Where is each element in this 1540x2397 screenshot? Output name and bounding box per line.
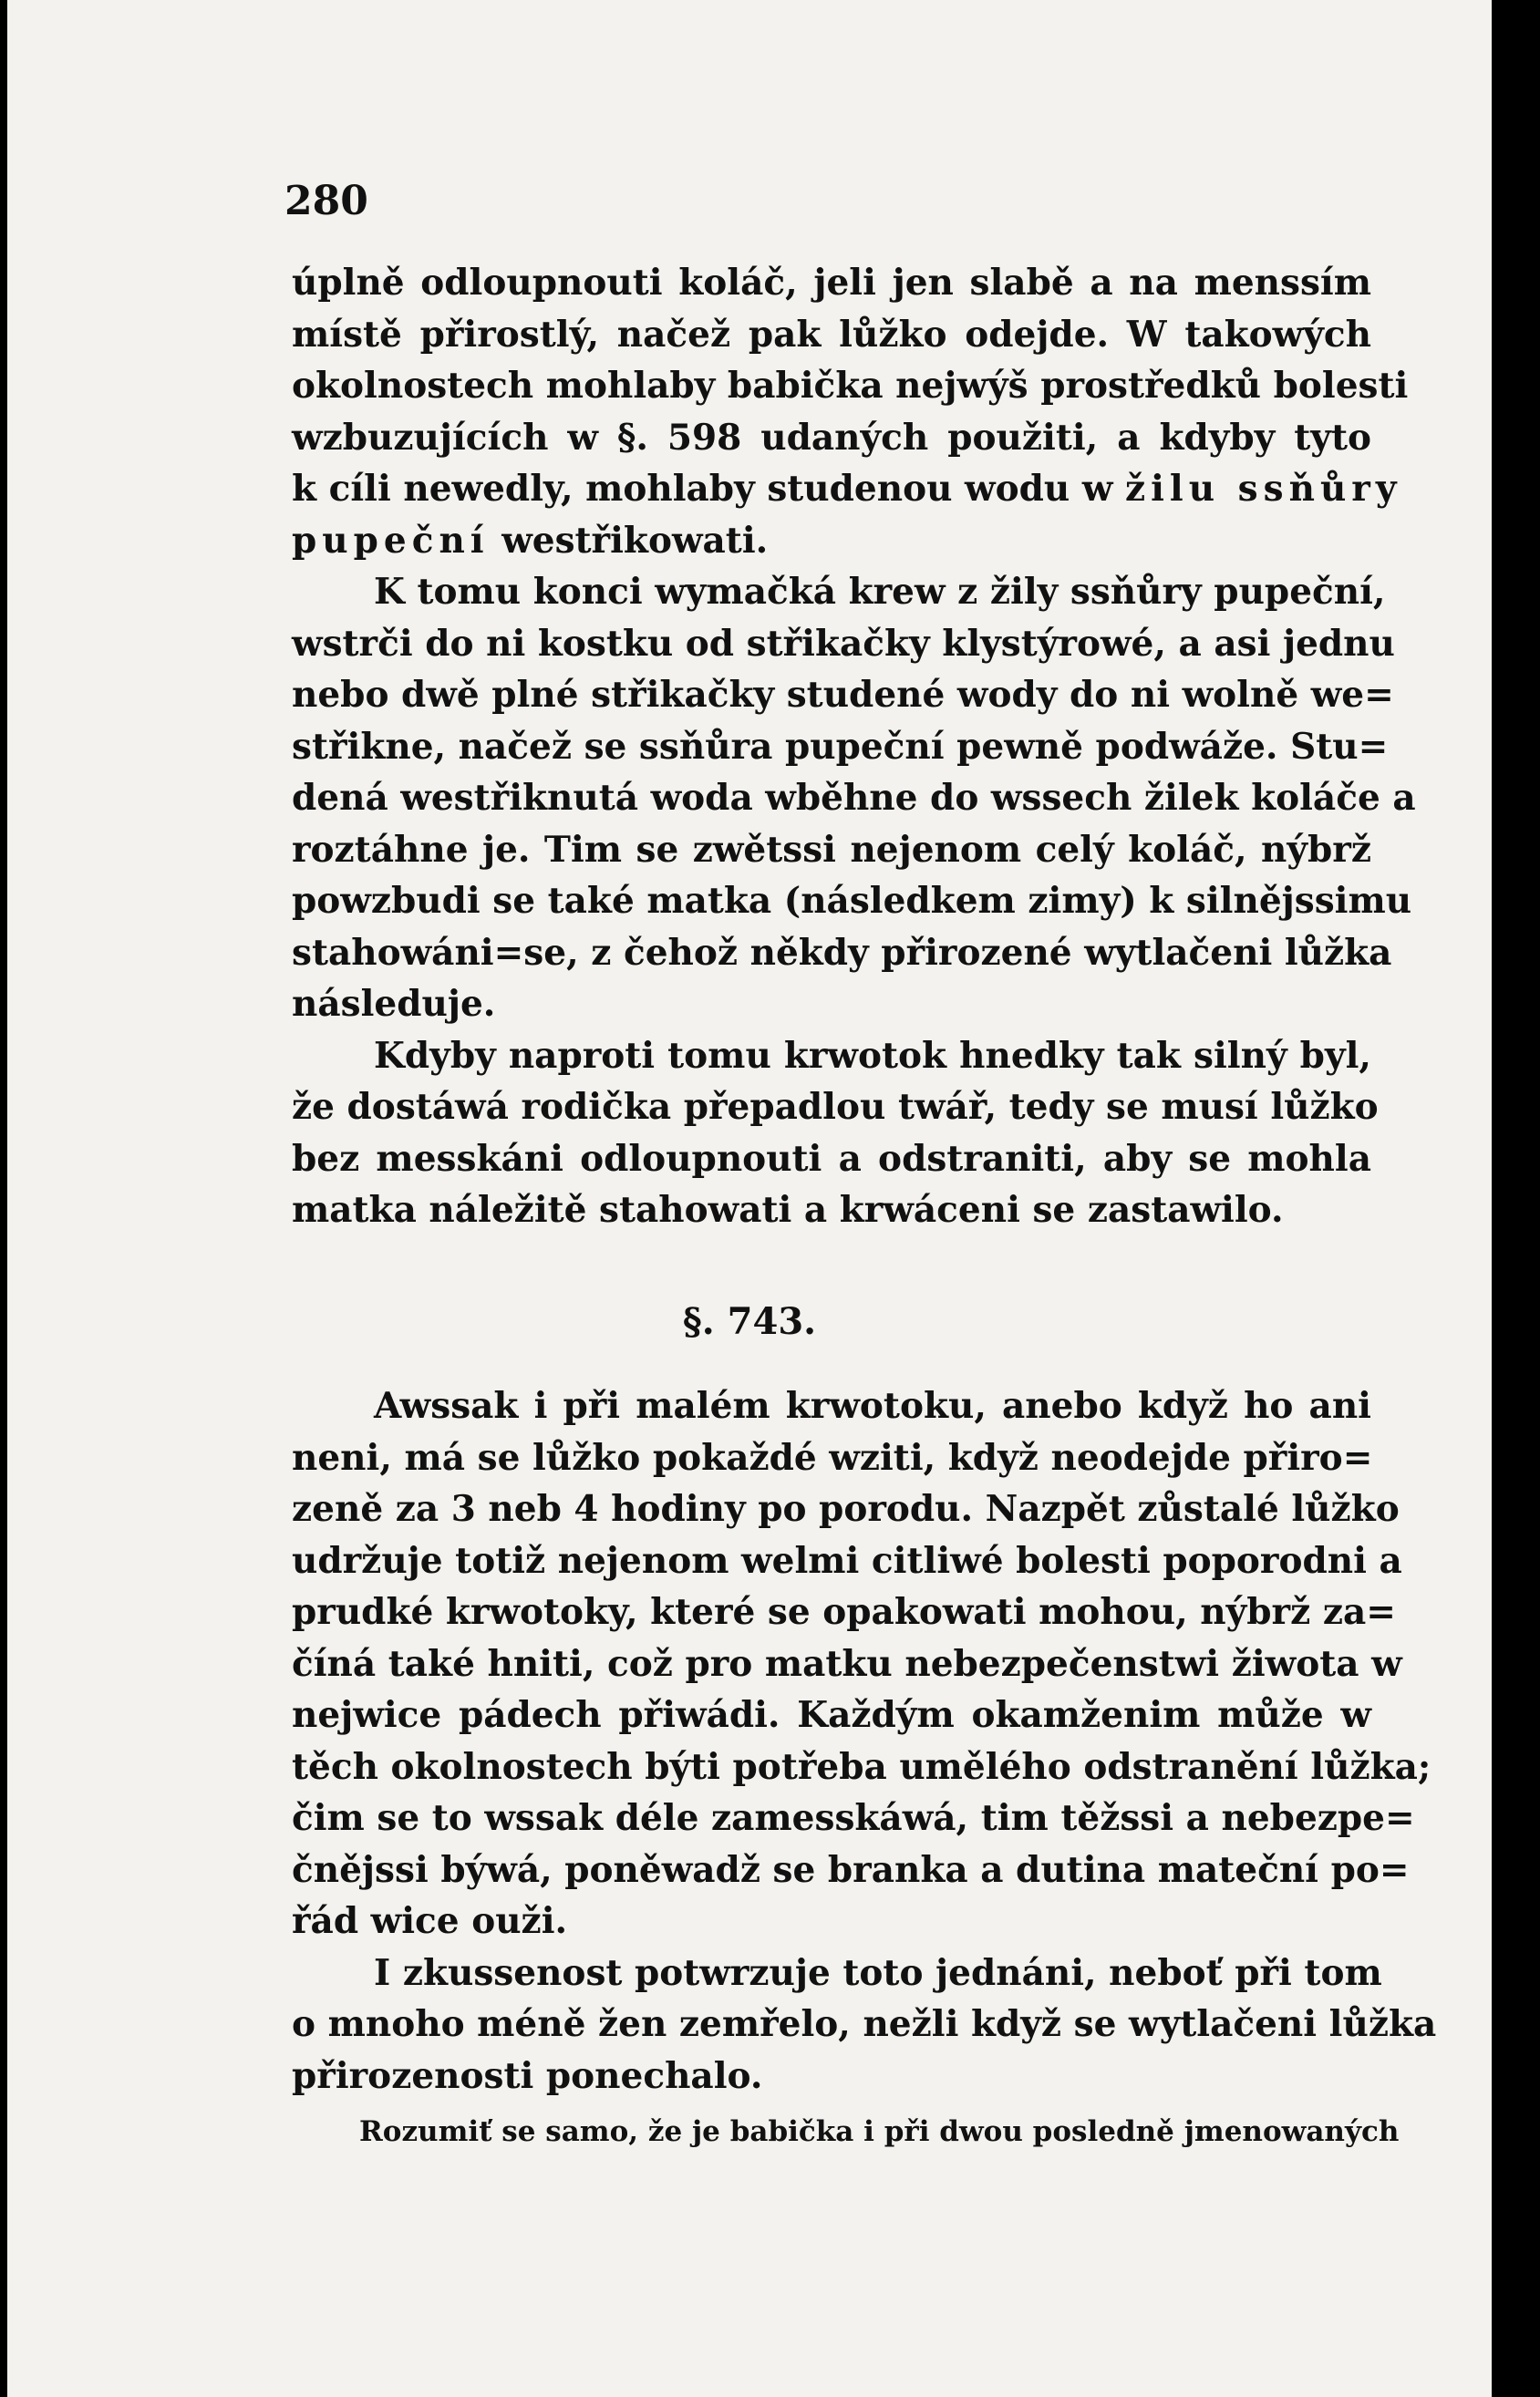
spaced-emphasis: žilu ssňůry: [1124, 468, 1402, 510]
text-line: powzbudi se také matka (následkem zimy) k silnějssimu: [292, 880, 1412, 922]
text-line: stahowáni=se, z čehož někdy přirozené wytlačeni lůžka: [292, 931, 1392, 974]
document-page: [7, 0, 1492, 2397]
page-number: 280: [284, 178, 368, 224]
text-line: úplně odloupnouti koláč, jeli jen slabě a na menssím: [292, 262, 1371, 304]
text-line: okolnostech mohlaby babička nejwýš prostředků bolesti: [292, 365, 1409, 407]
text-line: těch okolnostech býti potřeba umělého odstranění lůžka;: [292, 1745, 1431, 1788]
text-line: přirozenosti ponechalo.: [292, 2054, 763, 2097]
text-fragment: k cíli newedly, mohlaby studenou wodu w: [292, 468, 1113, 510]
text-line: udržuje totiž nejenom welmi citliwé bolesti poporodni a: [292, 1539, 1402, 1582]
text-line: I zkussenost potwrzuje toto jednáni, neboť při tom: [374, 1951, 1382, 1994]
text-line: čim se to wssak déle zamesskáwá, tim těžssi a nebezpe=: [292, 1797, 1415, 1839]
text-line: K tomu konci wymačká krew z žily ssňůry pupeční,: [374, 571, 1386, 613]
text-line: matka náležitě stahowati a krwáceni se zastawilo.: [292, 1189, 1284, 1231]
text-line: nebo dwě plné střikačky studené wody do ni wolně we=: [292, 674, 1394, 716]
text-line: místě přirostlý, načež pak lůžko odejde. W takowých: [292, 313, 1371, 356]
text-line: wzbuzujících w §. 598 udaných použiti, a kdyby tyto: [292, 416, 1371, 459]
text-line: Kdyby naproti tomu krwotok hnedky tak silný byl,: [374, 1034, 1371, 1077]
text-line: neni, má se lůžko pokaždé wziti, když neodejde přiro=: [292, 1436, 1373, 1479]
text-line: následuje.: [292, 983, 496, 1025]
text-line: wstrči do ni kostku od střikačky klystýrowé, a asi jednu: [292, 622, 1395, 665]
text-line: o mnoho méně žen zemřelo, nežli když se wytlačeni lůžka: [292, 2003, 1437, 2045]
text-line: že dostáwá rodička přepadlou twář, tedy se musí lůžko: [292, 1086, 1379, 1128]
text-line: [292, 463, 1402, 515]
text-line: bez messkáni odloupnouti a odstraniti, aby se mohla: [292, 1137, 1371, 1180]
text-line: dená westřiknutá woda wběhne do wssech žilek koláče a: [292, 777, 1416, 819]
text-line: řád wice ouži.: [292, 1900, 568, 1942]
text-line: číná také hniti, což pro matku nebezpečenstwi žiwota w: [292, 1642, 1402, 1685]
text-line: roztáhne je. Tim se zwětssi nejenom celý koláč, nýbrž: [292, 828, 1371, 871]
text-line: nejwice pádech přiwádi. Každým okamženim může w: [292, 1694, 1371, 1736]
text-line: čnějssi býwá, poněwadž se branka a dutina mateční po=: [292, 1848, 1410, 1891]
text-block-2: [292, 1380, 1437, 2102]
section-heading: §. 743.: [682, 1300, 817, 1343]
text-block-1: [292, 257, 1416, 1236]
text-fragment: westřikowati.: [501, 519, 769, 562]
text-line: prudké krwotoky, které se opakowati mohou, nýbrž za=: [292, 1591, 1396, 1633]
spaced-emphasis: pupeční: [292, 519, 490, 562]
footnote: Rozumiť se samo, že je babička i při dwou posledně jmenowaných: [359, 2115, 1400, 2148]
text-line: Awssak i při malém krwotoku, anebo když ho ani: [374, 1385, 1371, 1427]
text-line: střikne, načež se ssňůra pupeční pewně podwáže. Stu=: [292, 725, 1389, 768]
text-line: zeně za 3 neb 4 hodiny po porodu. Nazpět zůstalé lůžko: [292, 1488, 1400, 1530]
text-line: [292, 515, 1371, 567]
